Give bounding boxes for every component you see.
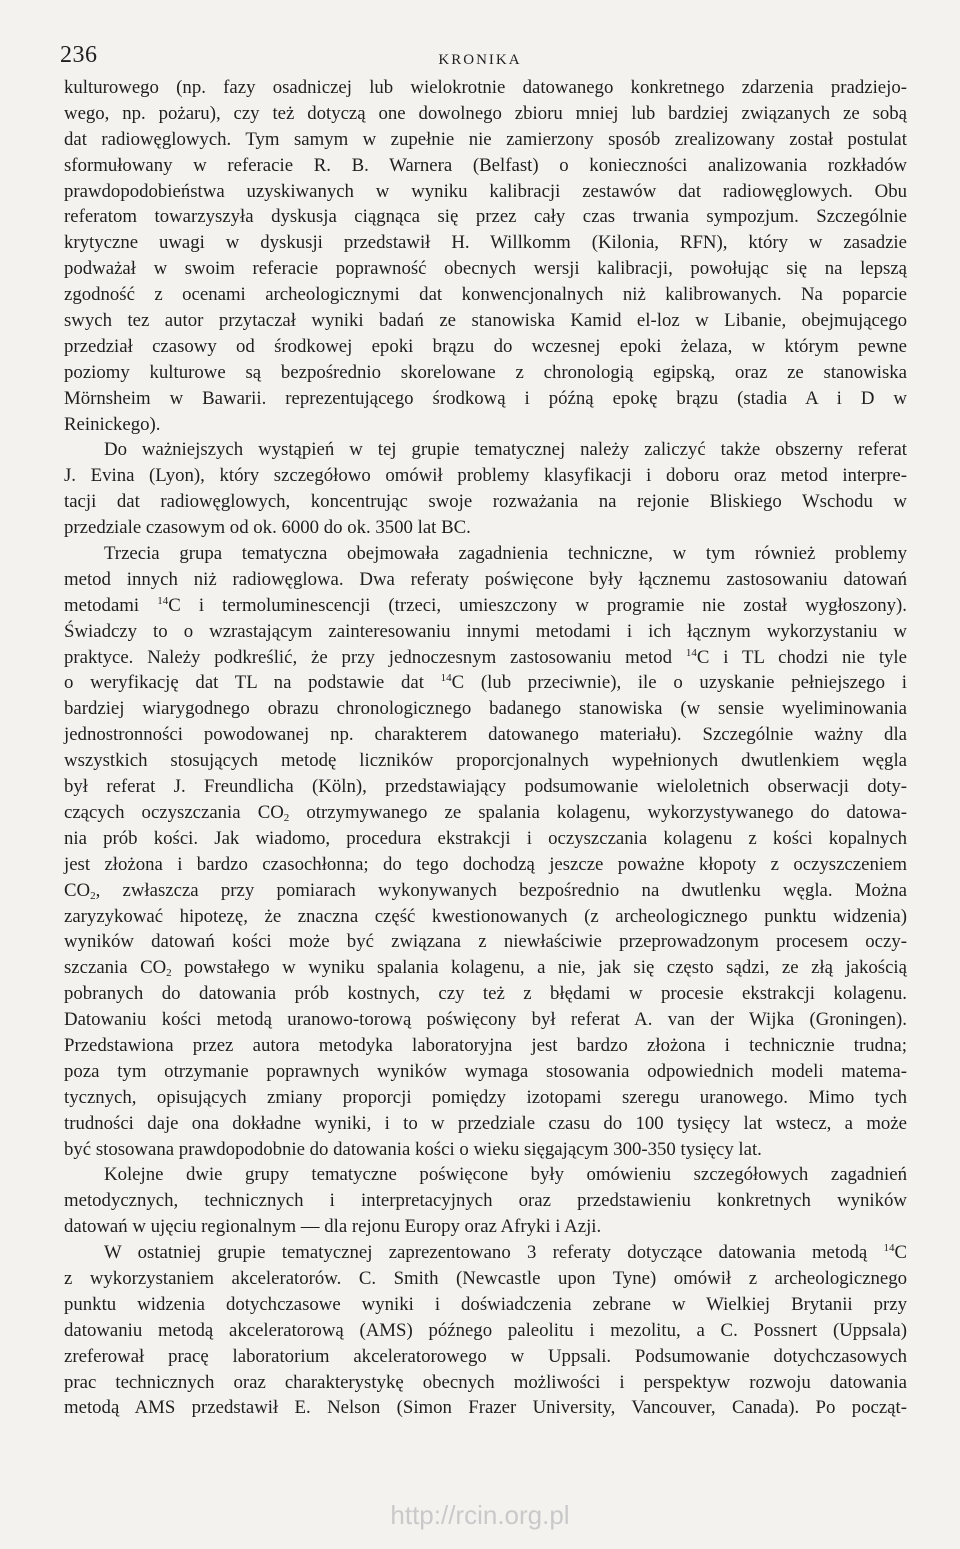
text-segment: otrzymywanego ze spalania kolagenu, wykorzystywanego do datowa- — [289, 801, 907, 823]
text-line: wego, np. pożaru), czy też dotyczą one dowolnego zbioru mniej lub bardziej związanych ze sobą — [64, 102, 907, 124]
text-line: Reinickego). — [64, 413, 161, 435]
text-line: Do ważniejszych wystąpień w tej grupie tematycznej należy zaliczyć także obszerny referat — [104, 439, 907, 461]
text-line: swych tez autor przytaczał wyniki badań ze stanowiska Kamid el-loz w Libanie, obejmującego — [64, 310, 907, 332]
chemical-subscript: 2 — [90, 889, 96, 902]
text-line: Trzecia grupa tematyczna obejmowała zagadnienia techniczne, w tym również problemy — [104, 543, 907, 565]
text-line: Świadczy to o wzrastającym zainteresowaniu innymi metodami i ich łącznym wykorzystaniu w — [64, 620, 907, 642]
text-line — [64, 955, 907, 981]
text-segment: W ostatniej grupie tematycznej zaprezentowano 3 referaty dotyczące datowania metodą — [104, 1242, 884, 1264]
text-line: prac technicznych oraz charakterystykę obecnych możliwości i perspektyw rozwoju datowania — [64, 1371, 907, 1393]
text-segment: C (lub przeciwnie), ile o uzyskanie pełniejszego i — [451, 672, 907, 694]
text-segment: CO — [64, 879, 91, 901]
source-watermark: http://rcin.org.pl — [390, 1500, 570, 1530]
text-segment: , zwłaszcza przy pomiarach wykonywanych bezpośrednio na dwutlenku węgla. Można — [95, 879, 907, 901]
text-line: datowaniu metodą akceleratorową (AMS) późnego paleolitu i mezolitu, a C. Possnert (Uppsala) — [64, 1319, 907, 1341]
text-line: metod innych niż radiowęglowa. Dwa referaty poświęcone były łącznemu zastosowaniu datowań — [64, 568, 907, 590]
text-line: pobranych do datowania prób kostnych, czy też z błędami w procesie ekstrakcji kolagenu. — [64, 983, 907, 1005]
text-line: Mörnsheim w Bawarii. reprezentującego środkową i późną epokę brązu (stadia A i D w — [64, 387, 907, 409]
text-line: wszystkich stosujących metodę liczników proporcjonalnych wypełnionych dwutlenkiem węgla — [64, 750, 907, 772]
text-line: referatom towarzyszyła dyskusja ciągnąca się przez cały czas trwania sympozjum. Szczególnie — [64, 206, 907, 228]
text-line: tycznych, opisujących zmiany proporcji pomiędzy izotopami szeregu uranowego. Mimo tych — [64, 1086, 907, 1108]
text-line: poziomy kulturowe są bezpośrednio skorelowane z chronologią egipską, oraz ze stanowiska — [64, 361, 907, 383]
text-segment: o weryfikację dat TL na podstawie dat — [64, 672, 441, 694]
text-line — [64, 1240, 907, 1266]
text-line: poza tym otrzymanie poprawnych wyników wymaga stosowania odpowiednich modeli matema- — [64, 1060, 907, 1082]
text-line: metodą AMS przedstawił E. Nelson (Simon Frazer University, Vancouver, Canada). Po począt- — [64, 1397, 907, 1419]
text-line: metodycznych, technicznych i interpretacyjnych oraz przedstawieniu konkretnych wyników — [64, 1190, 907, 1212]
text-segment: C i TL chodzi nie tyle — [696, 646, 907, 668]
text-line: podważał w swoim referacie poprawność obecnych wersji kalibracji, powołując się na lepszą — [64, 258, 907, 280]
text-line — [64, 670, 907, 696]
text-line: datowań w ujęciu regionalnym — dla rejonu Europy oraz Afryki i Azji. — [64, 1216, 602, 1238]
text-line: bardziej wiarygodnego obrazu chronologicznego badanego stanowiska (w sensie wyeliminowania — [64, 698, 907, 720]
text-line: jest złożona i bardzo czasochłonna; do tego dochodzą jeszcze poważne kłopoty z oczyszczeniem — [64, 853, 907, 875]
text-line: zreferował pracę laboratorium akceleratorowego w Uppsali. Podsumowanie dotychczasowych — [64, 1345, 907, 1367]
chemical-subscript: 2 — [283, 811, 290, 824]
text-line: krytyczne uwagi w dyskusji przedstawił H. Willkomm (Kilonia, RFN), który w zasadzie — [64, 232, 907, 254]
text-line: z wykorzystaniem akceleratorów. C. Smith (Newcastle upon Tyne) omówił z archeologicznego — [64, 1267, 907, 1289]
isotope-superscript: 14 — [157, 594, 169, 607]
text-line — [64, 645, 907, 671]
page-number: 236 — [60, 42, 98, 68]
text-line: przedział czasowy od środkowej epoki brązu do wczesnej epoki żelaza, w którym pewne — [64, 335, 907, 357]
text-line: Datowaniu kości metodą uranowo-torową poświęcony był referat A. van der Wijka (Groningen). — [64, 1009, 907, 1031]
text-segment: szczania CO — [64, 957, 167, 979]
text-line: zgodność z ocenami archeologicznymi dat konwencjonalnych niż kalibrowanych. Na poparcie — [64, 284, 907, 306]
isotope-superscript: 14 — [685, 646, 697, 659]
text-line: być stosowana prawdopodobnie do datowania kości o wieku sięgającym 300-350 tysięcy lat. — [64, 1138, 762, 1160]
article-body — [64, 75, 907, 1421]
text-segment: praktyce. Należy podkreślić, że przy jednoczesnym zastosowaniu metod — [64, 646, 686, 668]
chemical-subscript: 2 — [166, 967, 172, 980]
text-line — [64, 878, 907, 904]
text-line: jednostronności powodowanej np. charakterem datowanego materiału). Szczególnie ważny dla — [64, 724, 907, 746]
text-line: punktu widzenia dotychczasowe wyniki i doświadczenia zebrane w Wielkiej Brytanii przy — [64, 1293, 907, 1315]
text-line: trudności daje ona dokładne wyniki, i to w przedziale czasu do 100 tysięcy lat wstecz, a może — [64, 1112, 907, 1134]
text-line: zaryzykować hipotezę, że znaczna część kwestionowanych (z archeologicznego punktu widzenia) — [64, 905, 907, 927]
text-segment: C i termoluminescencji (trzeci, umieszczony w programie nie został wygłoszony). — [168, 594, 907, 616]
text-line: dat radiowęglowych. Tym samym w zupełnie nie zamierzony sposób zrealizowany został postulat — [64, 128, 907, 150]
text-line — [64, 593, 907, 619]
text-line: nia prób kości. Jak wiadomo, procedura ekstrakcji i oczyszczania kolagenu z kości kopalnych — [64, 827, 907, 849]
text-segment: C — [894, 1242, 907, 1264]
text-line: był referat J. Freundlicha (Köln), przedstawiający podsumowanie wieloletnich obserwacji doty- — [64, 776, 907, 798]
text-segment: metodami — [64, 594, 158, 616]
text-line: kulturowego (np. fazy osadniczej lub wielokrotnie datowanego konkretnego zdarzenia pradziejo- — [64, 77, 907, 98]
text-line — [64, 800, 907, 826]
text-line: tacji dat radiowęglowych, koncentrując swoje rozważania na rejonie Bliskiego Wschodu w — [64, 491, 907, 513]
text-line: J. Evina (Lyon), który szczegółowo omówił problemy klasyfikacji i doboru oraz metod interpre- — [64, 465, 907, 487]
isotope-superscript: 14 — [440, 672, 452, 685]
text-line: przedziale czasowym od ok. 6000 do ok. 3500 lat BC. — [64, 517, 471, 539]
text-line: wyników datowań kości może być związana z niewłaściwie przeprowadzonym procesem oczy- — [64, 931, 907, 953]
running-head: KRONIKA — [438, 52, 522, 68]
text-segment: powstałego w wyniku spalania kolagenu, a nie, jak się często sądzi, ze złą jakością — [171, 957, 907, 979]
text-line: Kolejne dwie grupy tematyczne poświęcone były omówieniu szczegółowych zagadnień — [104, 1164, 907, 1186]
text-line: Przedstawiona przez autora metodyka laboratoryjna jest bardzo złożona i technicznie trudna; — [64, 1034, 907, 1056]
isotope-superscript: 14 — [883, 1242, 895, 1255]
text-segment: czących oczyszczania CO — [64, 801, 284, 823]
text-line: sformułowany w referacie R. B. Warnera (Belfast) o konieczności analizowania rozkładów — [64, 154, 907, 176]
text-line: prawdopodobieństwa uzyskiwanych w wyniku kalibracji zestawów dat radiowęglowych. Obu — [64, 180, 907, 202]
